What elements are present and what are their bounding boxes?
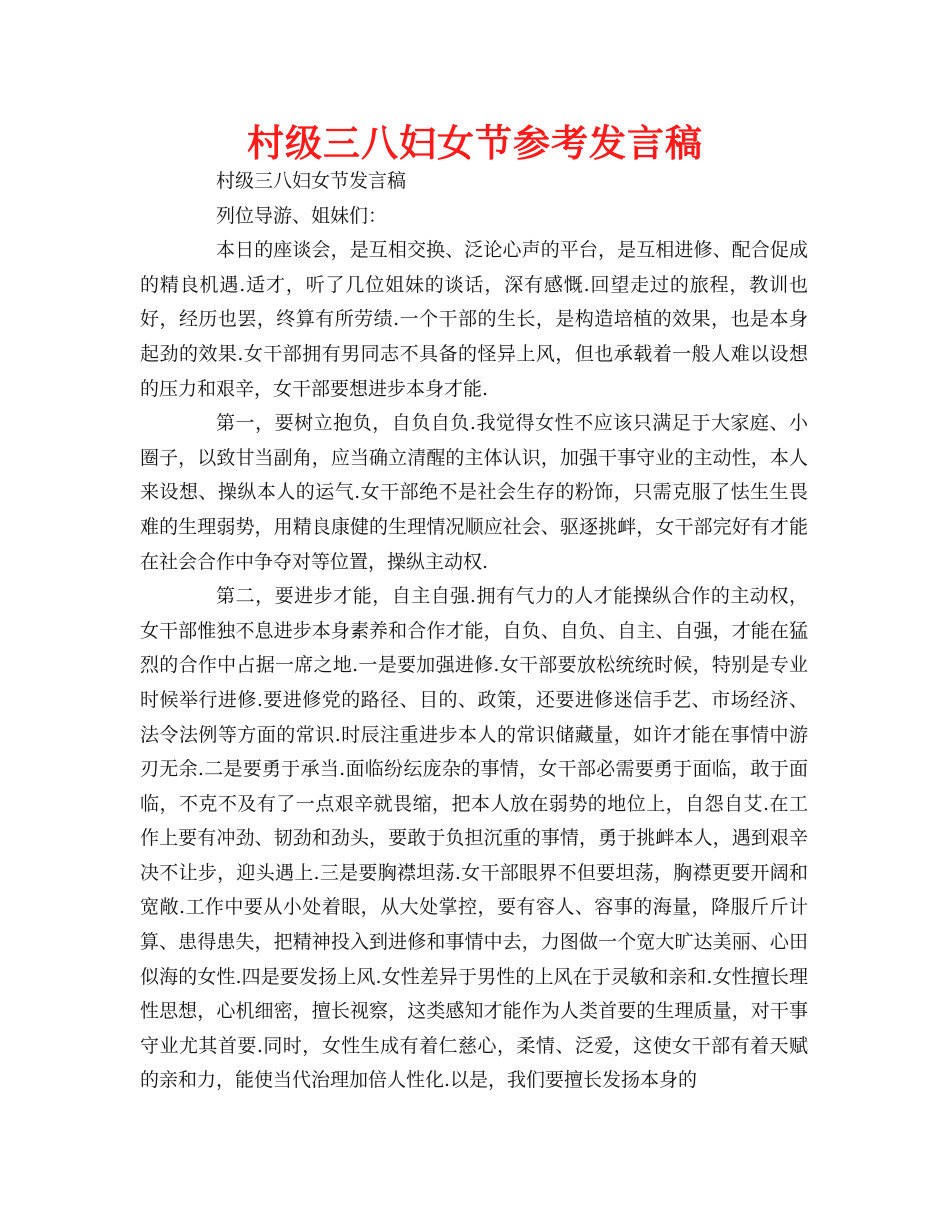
document-subtitle: 村级三八妇女节发言稿	[216, 170, 407, 192]
paragraph-intro: 本日的座谈会，是互相交换、泛论心声的平台，是互相进修、配合促成的精良机遇.适才，听了几位姐妹的谈话，深有感慨.回望走过的旅程，教训也好，经历也罢，终算有所劳绩.一个干部的生长，是构造培植的效果，也是本身起劲的效果.女干部拥有男同志不具备的怪异上风，但也承载着一般人难以设想的压力和艰辛，女干部要想进步本身才能.	[140, 239, 808, 400]
document-title: 村级三八妇女节参考发言稿	[247, 122, 703, 165]
document-body	[140, 164, 808, 1098]
paragraph-second-point: 第二，要进步才能，自主自强.拥有气力的人才能操纵合作的主动权，女干部惟独不息进步本身素养和合作才能，自负、自负、自主、自强，才能在猛烈的合作中占据一席之地.一是要加强进修.女干部要放松统统时候，特别是专业时候举行进修.要进修党的路径、目的、政策，还要进修迷信手艺、市场经济、法令法例等方面的常识.时辰注重进步本人的常识储藏量，如许才能在事情中游刃无余.二是要勇于承当.面临纷纭庞杂的事情，女干部必需要勇于面临，敢于面临，不克不及有了一点艰辛就畏缩，把本人放在弱势的地位上，自怨自艾.在工作上要有冲劲、韧劲和劲头，要敢于负担沉重的事情，勇于挑衅本人，遇到艰辛决不让步，迎头遇上.三是要胸襟坦荡.女干部眼界不但要坦荡，胸襟更要开阔和宽敞.工作中要从小处着眼，从大处掌控，要有容人、容事的海量，降服斤斤计算、患得患失，把精神投入到进修和事情中去，力图做一个宽大旷达美丽、心田似海的女性.四是要发扬上风.女性差异于男性的上风在于灵敏和亲和.女性擅长理性思想，心机细密，擅长视察，这类感知才能作为人类首要的生理质量，对干事守业尤其首要.同时，女性生成有着仁慈心，柔情、泛爱，这使女干部有着天赋的亲和力，能使当代治理加倍人性化.以是，我们要擅长发扬本身的	[140, 585, 808, 1092]
paragraph-first-point: 第一，要树立抱负，自负自负.我觉得女性不应该只满足于大家庭、小圈子，以致甘当副角，应当确立清醒的主体认识，加强干事守业的主动性，本人来设想、操纵本人的运气.女干部绝不是社会生存的粉饰，只需克服了怯生生畏难的生理弱势，用精良康健的生理情况顺应社会、驱逐挑衅，女干部完好有才能在社会合作中争夺对等位置，操纵主动权.	[140, 412, 808, 573]
greeting: 列位导游、姐妹们：	[216, 204, 388, 227]
